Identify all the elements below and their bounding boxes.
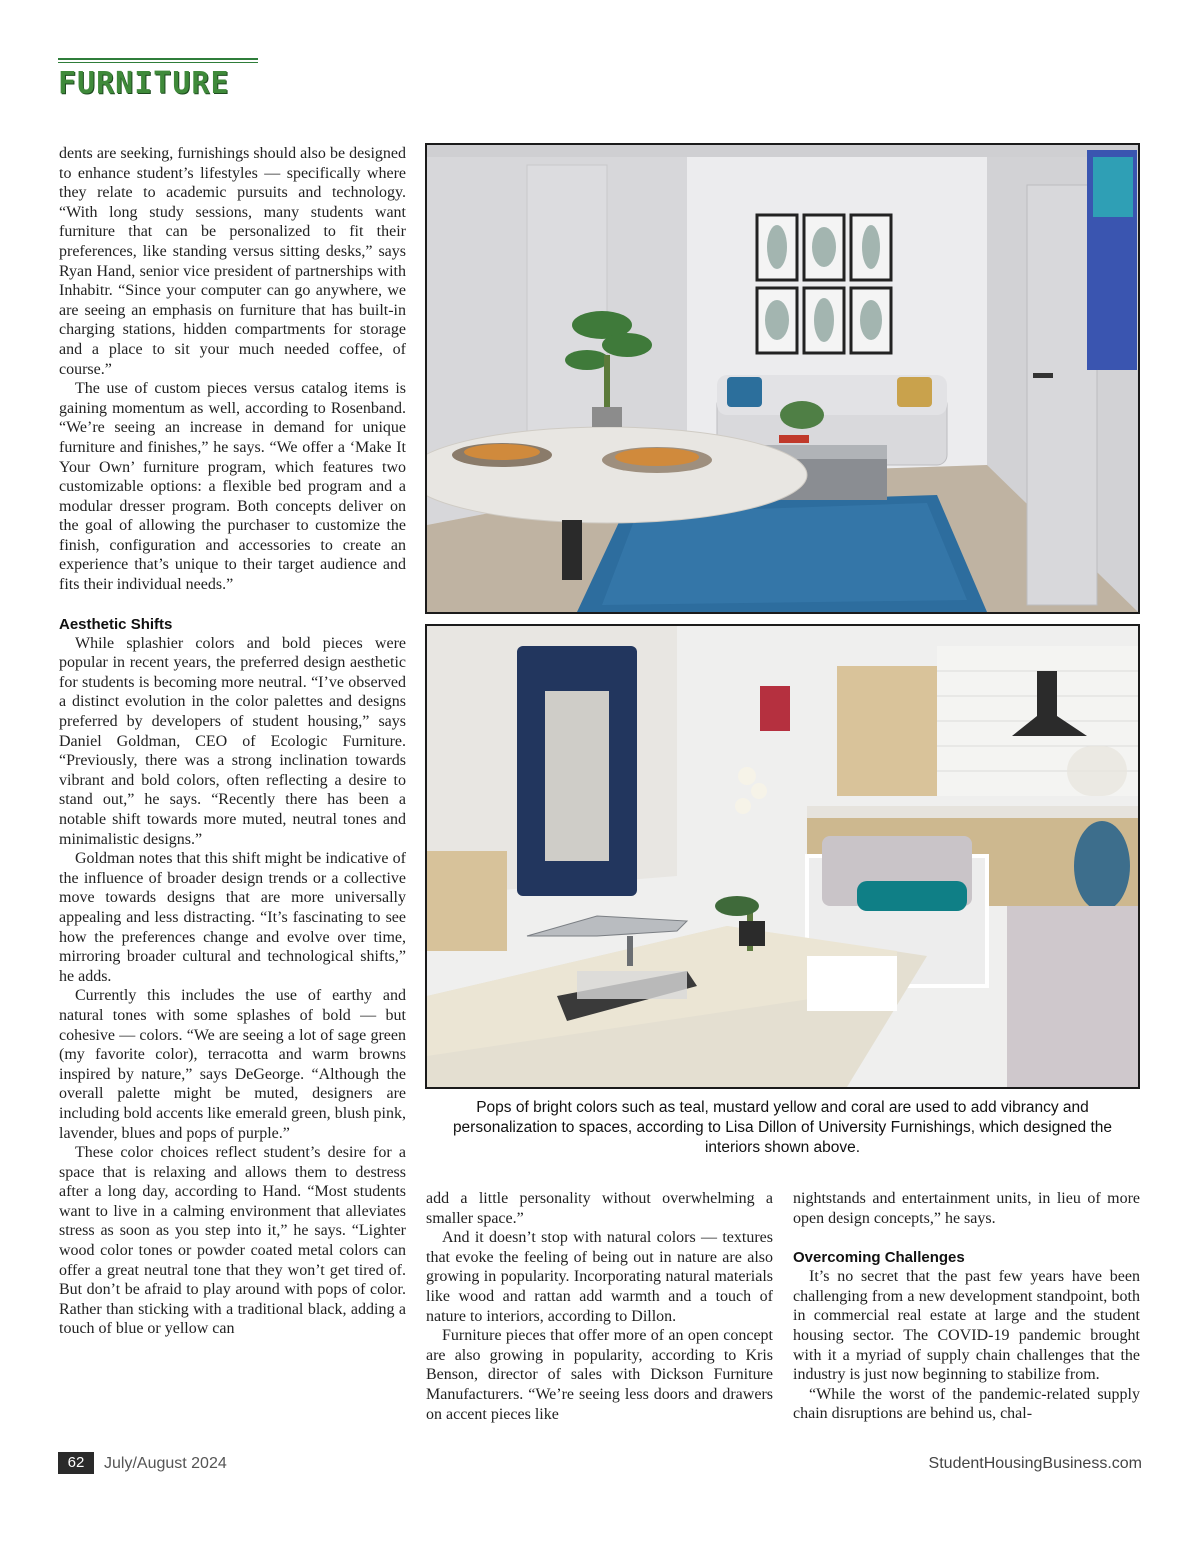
photo-living-room	[425, 143, 1140, 614]
header-rule	[58, 58, 258, 60]
paragraph: It’s no secret that the past few years have been challenging from a new development standpoint, both in commercial real estate at large and the student housing sector. The COVID-19 pandemic brought with it a myriad of supply chain challenges that the industry is just now beginning to stabilize from.	[793, 1268, 1140, 1384]
photo-apartment-kitchen	[425, 624, 1140, 1089]
article-column-2	[426, 1189, 773, 1424]
paragraph: Currently this includes the use of earthy and natural tones with some splashes of bold — but cohesive — colors. “We are seeing a lot of sage green (my favorite color), terracotta and warm browns inspired by nature,” says DeGeorge. “Although the overall palette might be muted, designers are including bold accents like emerald green, blush pink, lavender, blues and pops of purple.”	[59, 987, 406, 1142]
subheading-overcoming-challenges: Overcoming Challenges	[793, 1249, 965, 1267]
issue-date: July/August 2024	[104, 1455, 227, 1472]
section-header	[58, 58, 258, 99]
paragraph: While splashier colors and bold pieces were popular in recent years, the preferred design aesthetic for students is becoming more neutral. “I’ve observed a distinct evolution in the color palettes and designs preferred by developers of student housing,” says Daniel Goldman, CEO of Ecologic Furniture. “Previously, there was a strong inclination towards vibrant and bold colors, often reflecting a desire to stand out,” he says. “Recently there has been a notable shift towards more muted, neutral tones and minimalistic designs.”	[59, 634, 406, 848]
paragraph: Furniture pieces that offer more of an open concept are also growing in popularity, according to Kris Benson, director of sales with Dickson Furniture Manufacturers. “We’re seeing less doors and drawers on accent pieces like	[426, 1327, 773, 1423]
paragraph: nightstands and entertainment units, in lieu of more open design concepts,” he says.	[793, 1190, 1140, 1227]
living-room-illustration	[427, 145, 1138, 612]
paragraph: add a little personality without overwhelming a smaller space.”	[426, 1190, 773, 1227]
website-url: StudentHousingBusiness.com	[928, 1455, 1142, 1472]
article-column-3	[793, 1189, 1140, 1424]
paragraph: dents are seeking, furnishings should also be designed to enhance student’s lifestyles — specifically where they relate to academic pursuits and technology. “With long study sessions, many students want furniture that can be personalized to fit their preferences, like standing versus sitting desks,” says Ryan Hand, senior vice president of partnerships with Inhabitr. “Since your computer can go anywhere, we are seeing an emphasis on furniture that has built-in charging stations, hidden compartments for storage and a place to sit your much needed coffee, of course.”	[59, 145, 406, 378]
paragraph: And it doesn’t stop with natural colors — textures that evoke the feeling of being out in nature are also growing in popularity. Incorporating natural materials like wood and rattan add warmth and a touch of nature to interiors, according to Dillon.	[426, 1229, 773, 1325]
paragraph: These color choices reflect student’s desire for a space that is relaxing and allows them to destress after a long day, according to Hand. “Most students want to live in a calming environment that alleviates stress as soon as you step into it,” he says. “Lighter wood color tones or powder coated metal colors can offer a great neutral tone that they won’t get tired of. But don’t be afraid to play around with pops of color. Rather than sticking with a traditional black, adding a touch of blue or yellow can	[59, 1144, 406, 1338]
paragraph: The use of custom pieces versus catalog items is gaining momentum as well, according to Rosenband. “We’re seeing an increase in demand for unique furniture and finishes,” he says. “We offer a ‘Make It Your Own’ furniture program, which features two customizable options: a flexible bed program and a modular dresser program. Both concepts deliver on the goal of allowing the purchaser to customize the finish, configuration and accessories to create an experience that’s unique to their target audience and fits their individual needs.”	[59, 380, 406, 594]
paragraph: Goldman notes that this shift might be indicative of the influence of broader design trends or a collective move towards designs that are more universally appealing and less distracting. “It’s fascinating to see how the preferences change and evolve over time, mirroring broader cultural and technological shifts,” he adds.	[59, 850, 406, 985]
paragraph: “While the worst of the pandemic-related supply chain disruptions are behind us, chal-	[793, 1385, 1140, 1423]
article-column-1	[59, 144, 406, 1339]
apartment-illustration	[427, 626, 1138, 1087]
section-title: FURNITURE	[58, 66, 230, 101]
photo-caption: Pops of bright colors such as teal, mustard yellow and coral are used to add vibrancy and personalization to spaces, according to Lisa Dillon of University Furnishings, which designed the interiors shown above.	[452, 1099, 1113, 1156]
subheading-aesthetic-shifts: Aesthetic Shifts	[59, 615, 173, 633]
page-number: 62	[58, 1452, 94, 1474]
header-rule-thin	[58, 62, 258, 63]
